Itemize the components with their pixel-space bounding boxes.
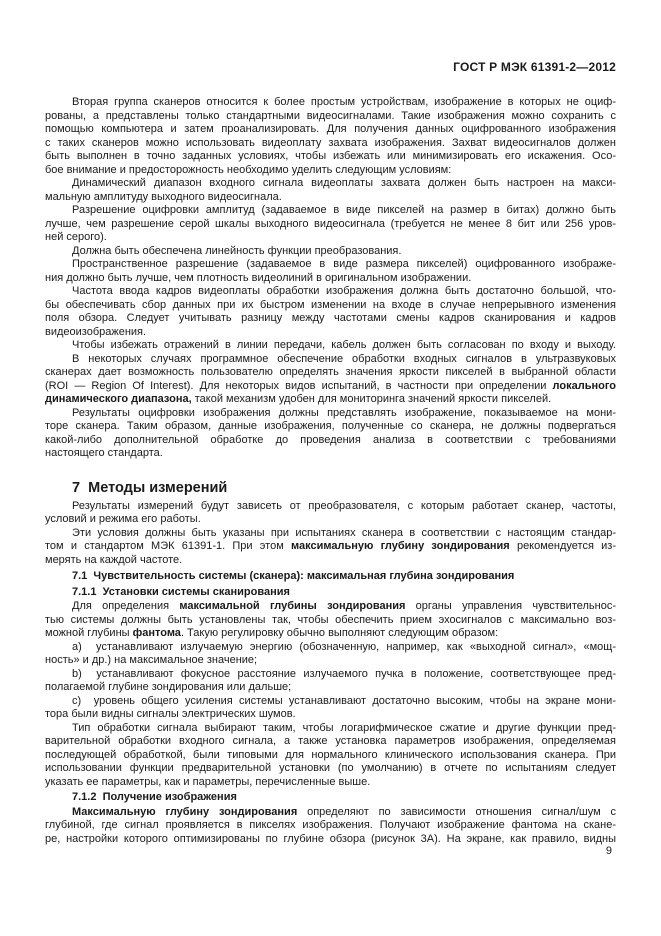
text-line	[45, 806, 616, 820]
text-line	[45, 762, 616, 776]
text-segment: настоящего стандарта.	[45, 447, 163, 459]
bold-term: динамического диапазона,	[45, 393, 192, 405]
text-segment: ней серого).	[45, 231, 107, 243]
text-segment: мерять на каждой частоте.	[45, 553, 183, 566]
text-line	[45, 123, 616, 137]
text-line	[45, 150, 616, 164]
paragraph	[45, 353, 616, 407]
text-segment: сканерах дает возможность пользователю определять значения яркости пикселей в выбранной области	[45, 366, 616, 378]
text-segment: Результаты оцифровки изображения должны представлять изображение, показываемое на мони-	[72, 406, 616, 419]
text-segment: В некоторых случаях программное обеспечение обработки входных сигналов в ультразвуковых	[72, 352, 616, 365]
text-line	[45, 339, 616, 353]
text-line	[45, 312, 616, 326]
subsection-heading: 7.1.1 Установки системы сканирования	[72, 585, 290, 598]
text-line	[45, 137, 616, 151]
text-line	[45, 527, 616, 541]
paragraph	[45, 407, 616, 461]
paragraph	[45, 245, 616, 259]
text-segment: Динамический диапазон входного сигнала видеоплаты захвата должен быть настроен на макси-	[72, 177, 616, 189]
text-line	[45, 749, 616, 763]
text-segment: Для определения	[72, 600, 180, 612]
paragraph	[45, 668, 616, 695]
text-segment: Тип обработки сигнала выбирают таким, чтобы логарифмическое сжатие и другие функции пред-	[72, 721, 616, 734]
text-line	[45, 285, 616, 299]
paragraph	[45, 695, 616, 722]
text-segment: тора были видны сигналы электрических шумов.	[45, 708, 296, 720]
paragraph	[45, 600, 616, 641]
text-segment: условий и режима его работы.	[45, 513, 201, 525]
text-line	[45, 393, 616, 407]
text-segment: рованы, а представлены только стандартными видеосигналами. Такие изображения можно сохранить с	[45, 109, 616, 122]
paragraph	[45, 204, 616, 245]
text-segment: лучше, чем разрешение серой шкалы выходного видеосигнала (требуется не менее 8 бит или 256 уров-	[45, 217, 616, 230]
text-segment: Частота ввода кадров видеоплаты обработки изображения должна быть достаточно большой, что-	[72, 285, 616, 297]
text-line	[45, 776, 616, 790]
text-line	[45, 554, 616, 568]
text-segment: Результаты измерений будут зависеть от преобразователя, с которым работает сканер, частоты,	[72, 499, 616, 512]
paragraph	[45, 806, 616, 847]
section-heading: 7 Методы измерений	[72, 479, 228, 496]
paragraph	[45, 722, 616, 790]
text-line	[45, 110, 616, 124]
text-segment: Вторая группа сканеров относится к более простым устройствам, изображение в которых не оциф-	[72, 96, 616, 108]
text-segment: торе сканера. Таким образом, данные изображения, полученные со сканера, не должны подвергаться	[45, 420, 616, 432]
text-segment: Чтобы избежать отражений в линии передачи, кабель должен быть согласован по входу и выходу.	[72, 339, 616, 351]
text-segment: b) устанавливают фокусное расстояние излучаемого пучка в положение, соответствующее пред-	[72, 667, 616, 680]
text-segment: последующей обработкой, были типовыми для нормального клинического использования сканера. При	[45, 748, 616, 761]
paragraph	[45, 339, 616, 353]
text-line	[45, 833, 616, 847]
text-segment: с таких сканеров можно использовать видеоплату захвата изображения. Захват видеосигналов должен	[45, 136, 616, 149]
text-line	[45, 681, 616, 695]
text-segment: Пространственное разрешение (задаваемое в виде размера пикселей) оцифрованного изображе-	[72, 258, 616, 270]
text-segment: . Такую регулировку обычно выполняют следующим образом:	[180, 627, 499, 639]
text-line	[45, 177, 616, 191]
text-line	[45, 641, 616, 655]
text-segment: бое внимание и предосторожность необходимо уделить следующим условиям:	[45, 163, 452, 176]
bold-term: максимальную глубину зондирования	[291, 540, 510, 552]
text-line	[45, 434, 616, 448]
text-segment: поля обзора. Следует учитывать разницу между частотами смены кадров сканирования и кадров	[45, 312, 616, 324]
bold-term: локального	[552, 379, 616, 392]
text-line	[45, 735, 616, 749]
text-segment: органы управления чувствительнос-	[405, 600, 616, 612]
subsection-heading: 7.1.2 Получение изображения	[72, 791, 237, 803]
text-segment: варительной обработки входного сигнала, а также установка параметров изображения, определяемая	[45, 735, 616, 747]
text-segment: использовании функции предварительной установки (по умолчанию) в отчете по испытаниям следует	[45, 762, 616, 774]
text-segment: указать ее параметры, как и параметры, перечисленные выше.	[45, 775, 371, 788]
text-line	[45, 258, 616, 272]
standard-code-header: ГОСТ Р МЭК 61391-2—2012	[453, 60, 616, 74]
text-segment: такой механизм удобен для мониторинга значений яркости пикселей.	[191, 393, 552, 405]
text-segment: ность» и др.) на максимальное значение;	[45, 654, 258, 666]
text-line	[45, 654, 616, 668]
text-line	[45, 380, 616, 394]
bold-term: фантома	[132, 627, 181, 639]
text-line	[45, 96, 616, 110]
text-segment: бы обеспечивать сбор данных при их быстром изменении на входе в случае непрерывного изменения	[45, 298, 616, 311]
text-line	[45, 407, 616, 421]
subsection-heading: 7.1 Чувствительность системы (сканера): максимальная глубина зондирования	[72, 570, 515, 582]
text-line	[45, 500, 616, 514]
text-line	[45, 245, 616, 259]
text-segment: определяют по зависимости отношения сигнал/шум с	[297, 805, 616, 818]
paragraph	[45, 527, 616, 568]
text-segment: можной глубины	[45, 627, 133, 639]
text-segment: полагаемой глубине зондирования или дальше;	[45, 681, 292, 693]
text-segment: ре, настройки которого оптимизированы по глубине обзора (рисунок 3А). На экране, как правило, видны	[45, 832, 616, 845]
text-line	[45, 614, 616, 628]
text-line	[45, 708, 616, 722]
text-line	[45, 353, 616, 367]
paragraph	[45, 96, 616, 177]
text-line	[45, 272, 616, 286]
document-body	[45, 96, 616, 846]
text-line	[45, 695, 616, 709]
paragraph	[45, 258, 616, 285]
text-line	[45, 722, 616, 736]
text-line	[45, 326, 616, 340]
page-number: 9	[605, 845, 612, 857]
text-line	[45, 366, 616, 380]
text-segment: том и стандартом МЭК 61391-1. При этом	[45, 540, 291, 552]
text-segment: Эти условия должны быть указаны при испытаниях сканера в соответствии с настоящим стандар-	[72, 526, 616, 539]
text-line	[45, 191, 616, 205]
text-line	[45, 420, 616, 434]
text-segment: мальную амплитуду выходного видеосигнала.	[45, 190, 282, 203]
text-line	[45, 540, 616, 554]
text-segment: тью системы должны быть установлены так, чтобы обеспечить прием эхосигналов с максимально воз-	[45, 613, 616, 626]
text-line	[45, 231, 616, 245]
bold-term: Максимальную глубину зондирования	[72, 805, 298, 818]
paragraph	[45, 177, 616, 204]
text-segment: какой-либо дополнительной обработке до проведения анализа в соответствии с требованиями	[45, 433, 616, 446]
paragraph	[45, 641, 616, 668]
text-segment: быть выполнен в точно заданных условиях, чтобы избежать или минимизировать его искажения. Осо-	[45, 150, 616, 162]
text-segment: помощью компьютера и затем проанализировать. Для получения данных оцифрованного изображения	[45, 123, 616, 135]
text-line	[45, 668, 616, 682]
text-line	[45, 299, 616, 313]
text-segment: Должна быть обеспечена линейность функции преобразования.	[72, 244, 402, 257]
text-line	[45, 513, 616, 527]
text-line	[45, 204, 616, 218]
text-line	[45, 819, 616, 833]
paragraph	[45, 285, 616, 339]
text-segment: (ROI — Region Of Interest). Для некоторых видов испытаний, в частности при определении	[45, 379, 553, 392]
text-segment: c) уровень общего усиления системы устанавливают достаточно высоким, чтобы на экране мони-	[72, 694, 616, 707]
bold-term: максимальной глубины зондирования	[179, 600, 406, 612]
text-line	[45, 164, 616, 178]
text-segment: видеоизображения.	[45, 325, 147, 338]
text-line	[45, 218, 616, 232]
text-segment: рекомендуется из-	[509, 540, 616, 552]
text-segment: ния должно быть лучше, чем плотность видеолиний в оригинальном изображении.	[45, 271, 472, 284]
text-segment: Разрешение оцифровки амплитуд (задаваемое в виде пикселей на размер в битах) должно быть	[72, 204, 616, 216]
text-line	[45, 627, 616, 641]
text-line	[45, 447, 616, 461]
text-segment: глубиной, где сигнал проявляется в пикселях изображения. Получают изображение фантома на скане-	[45, 819, 616, 831]
paragraph	[45, 500, 616, 527]
text-segment: a) устанавливают излучаемую энергию (обозначенную, например, как «выходной сигнал», «мощ-	[72, 640, 616, 653]
text-line	[45, 600, 616, 614]
